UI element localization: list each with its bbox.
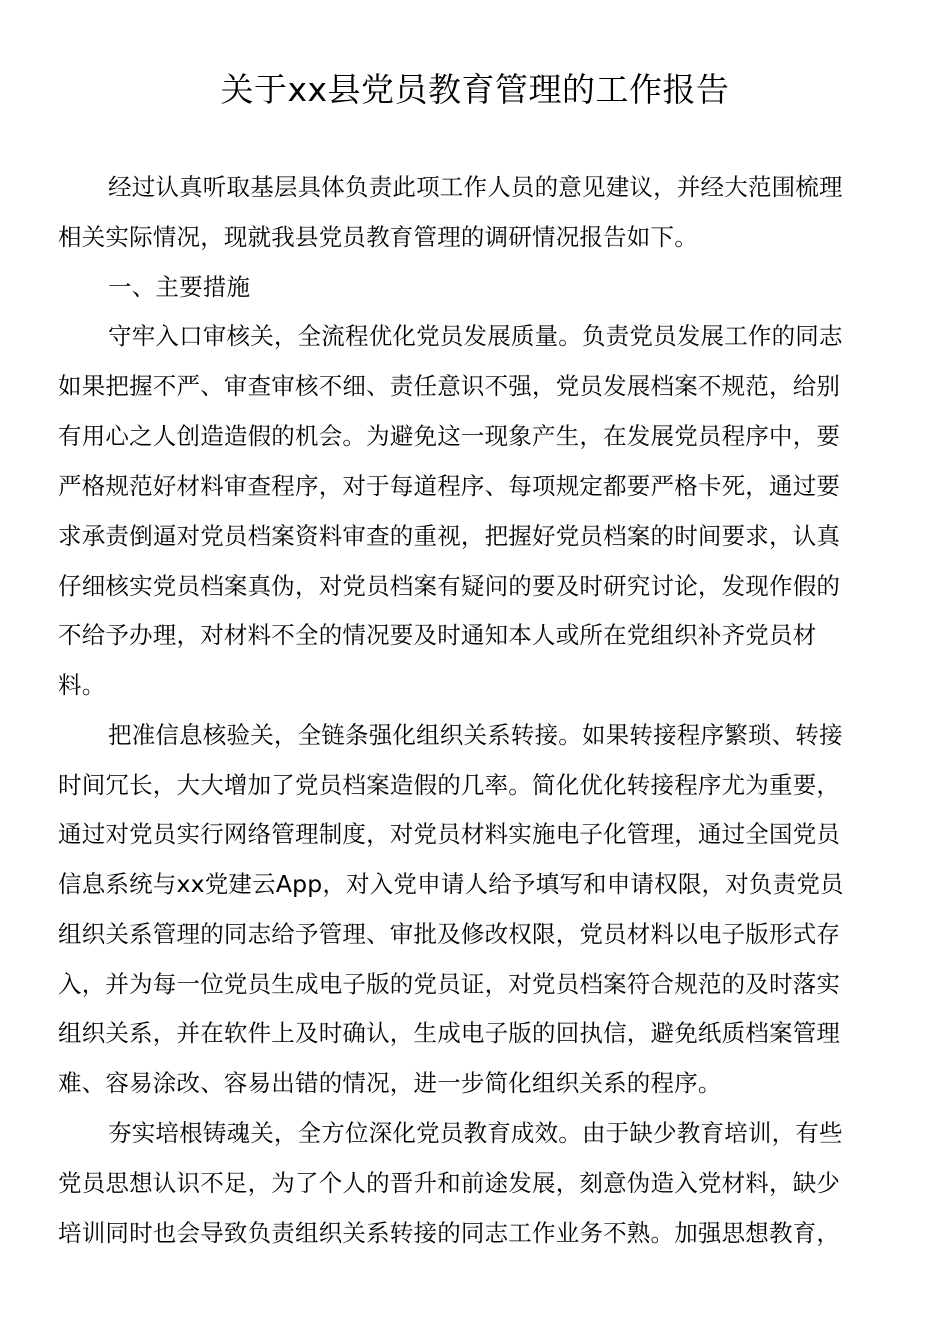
paragraph-line: 相关实际情况，现就我县党员教育管理的调研情况报告如下。 [58, 223, 698, 251]
paragraph-line: 夯实培根铸魂关，全方位深化党员教育成效。由于缺少教育培训，有些 [108, 1119, 843, 1147]
paragraph-line: 料。 [58, 671, 106, 699]
paragraph-line: 有用心之人创造造假的机会。为避免这一现象产生，在发展党员程序中，要 [58, 422, 841, 450]
paragraph-line: 党员思想认识不足，为了个人的晋升和前途发展，刻意伪造入党材料，缺少 [58, 1169, 841, 1197]
paragraph-line: 信息系统与xx党建云App，对入党申请人给予填写和申请权限，对负责党员 [58, 870, 844, 898]
paragraph-line: 守牢入口审核关，全流程优化党员发展质量。负责党员发展工作的同志 [108, 322, 843, 350]
paragraph-line: 严格规范好材料审查程序，对于每道程序、每项规定都要严格卡死，通过要 [58, 472, 841, 500]
paragraph-line: 组织关系管理的同志给予管理、审批及修改权限，党员材料以电子版形式存 [58, 920, 841, 948]
paragraph-line: 培训同时也会导致负责组织关系转接的同志工作业务不熟。加强思想教育， [58, 1219, 841, 1247]
paragraph-line: 组织关系，并在软件上及时确认，生成电子版的回执信，避免纸质档案管理 [58, 1019, 841, 1047]
paragraph-line: 如果把握不严、审查审核不细、责任意识不强，党员发展档案不规范，给别 [58, 372, 841, 400]
paragraph-line: 求承责倒逼对党员档案资料审查的重视，把握好党员档案的时间要求，认真 [58, 522, 841, 550]
paragraph-line: 难、容易涂改、容易出错的情况，进一步简化组织关系的程序。 [58, 1069, 722, 1097]
section-heading: 一、主要措施 [108, 273, 251, 301]
paragraph-line: 把准信息核验关，全链条强化组织关系转接。如果转接程序繁琐、转接 [108, 721, 843, 749]
paragraph-line: 通过对党员实行网络管理制度，对党员材料实施电子化管理，通过全国党员 [58, 820, 841, 848]
paragraph-line: 时间冗长，大大增加了党员档案造假的几率。简化优化转接程序尤为重要， [58, 771, 841, 799]
paragraph-line: 仔细核实党员档案真伪，对党员档案有疑问的要及时研究讨论，发现作假的 [58, 572, 841, 600]
paragraph-line: 入，并为每一位党员生成电子版的党员证，对党员档案符合规范的及时落实 [58, 970, 841, 998]
document-title: 关于xx县党员教育管理的工作报告 [220, 70, 730, 109]
paragraph-line: 经过认真听取基层具体负责此项工作人员的意见建议，并经大范围梳理 [108, 173, 843, 201]
paragraph-line: 不给予办理，对材料不全的情况要及时通知本人或所在党组织补齐党员材 [58, 621, 817, 649]
